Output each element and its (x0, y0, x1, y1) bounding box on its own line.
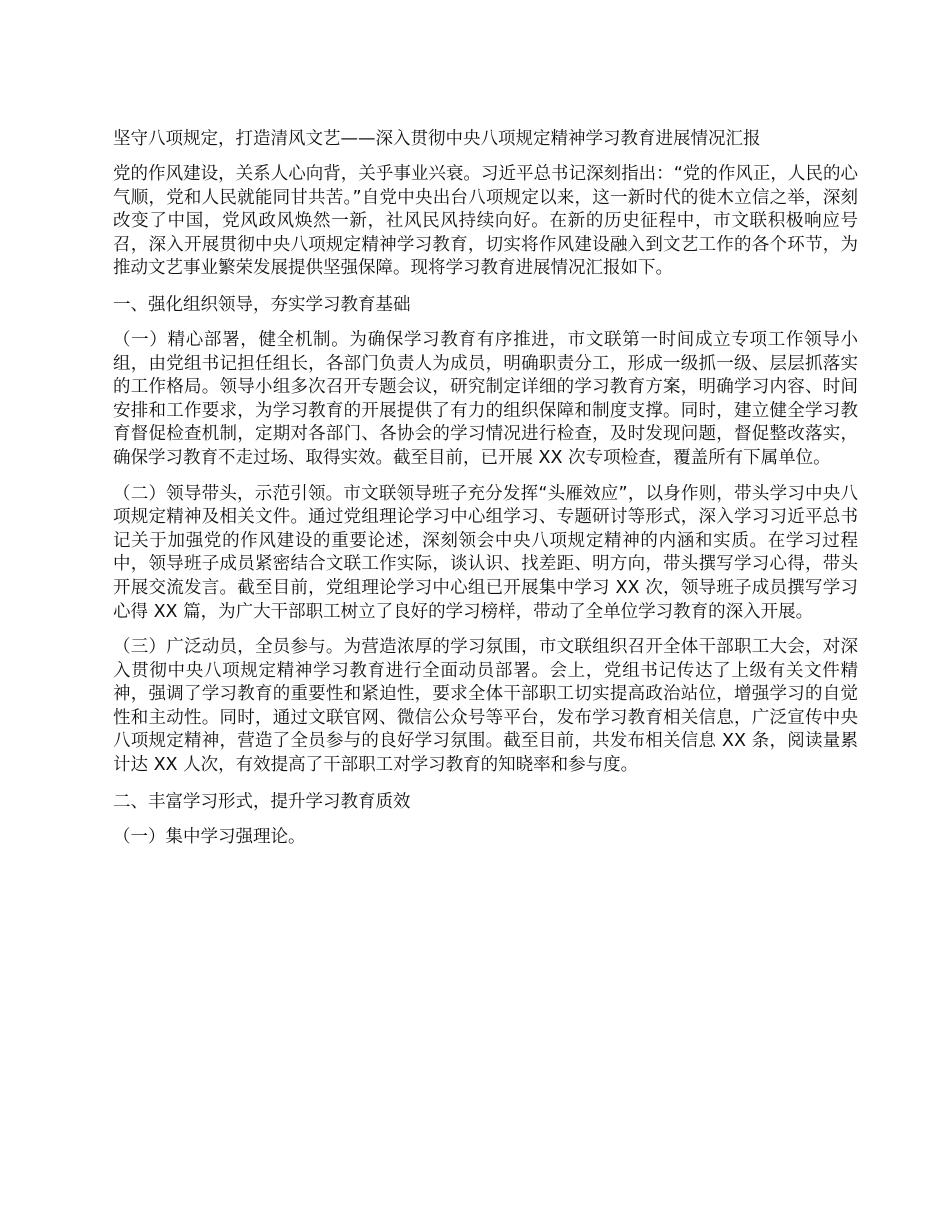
section-2-heading: 二、丰富学习形式，提升学习教育质效 (113, 791, 411, 812)
section-1-paragraph-3: （三）广泛动员，全员参与。为营造浓厚的学习氛围，市文联组织召开全体干部职工大会，对深入贯彻中央八项规定精神学习教育进行全面动员部署。会上，党组书记传达了上级有关文件精神，强调了学习教育的重要性和紧迫性，要求全体干部职工切实提高政治站位，增强学习的自觉性和主动性。同时，通过文联官网、微信公众号等平台，发布学习教育相关信息，广泛宣传中央八项规定精神，营造了全员参与的良好学习氛围。截至目前，共发布相关信息 XX 条，阅读量累计达 XX 人次，有效提高了干部职工对学习教育的知晓率和参与度。 (113, 637, 858, 776)
section-1-paragraph-2: （二）领导带头，示范引领。市文联领导班子充分发挥“头雁效应”，以身作则，带头学习中央八项规定精神及相关文件。通过党组理论学习中心组学习、专题研讨等形式，深入学习习近平总书记关于加强党的作风建设的重要论述，深刻领会中央八项规定精神的内涵和实质。在学习过程中，领导班子成员紧密结合文联工作实际，谈认识、找差距、明方向，带头撰写学习心得，带头开展交流发言。截至目前，党组理论学习中心组已开展集中学习 XX 次，领导班子成员撰写学习心得 XX 篇，为广大干部职工树立了良好的学习榜样，带动了全单位学习教育的深入开展。 (113, 483, 858, 622)
document-title: 坚守八项规定，打造清风文艺——深入贯彻中央八项规定精神学习教育进展情况汇报 (113, 129, 761, 149)
intro-paragraph: 党的作风建设，关系人心向背，关乎事业兴衰。习近平总书记深刻指出：“党的作风正，人民的心气顺，党和人民就能同甘共苦。”自党中央出台八项规定以来，这一新时代的徙木立信之举，深刻改变了中国，党风政风焕然一新，社风民风持续向好。在新的历史征程中，市文联积极响应号召，深入开展贯彻中央八项规定精神学习教育，切实将作风建设融入到文艺工作的各个环节，为推动文艺事业繁荣发展提供坚强保障。现将学习教育进展情况汇报如下。 (113, 164, 858, 279)
document-page (113, 127, 858, 861)
section-1-heading: 一、强化组织领导，夯实学习教育基础 (113, 294, 411, 315)
section-2-paragraph-1: （一）集中学习强理论。 (113, 826, 306, 847)
section-1-paragraph-1: （一）精心部署，健全机制。为确保学习教育有序推进，市文联第一时间成立专项工作领导小组，由党组书记担任组长，各部门负责人为成员，明确职责分工，形成一级抓一级、层层抓落实的工作格局。领导小组多次召开专题会议，研究制定详细的学习教育方案，明确学习内容、时间安排和工作要求，为学习教育的开展提供了有力的组织保障和制度支撑。同时，建立健全学习教育督促检查机制，定期对各部门、各协会的学习情况进行检查，及时发现问题，督促整改落实，确保学习教育不走过场、取得实效。截至目前，已开展 XX 次专项检查，覆盖所有下属单位。 (113, 329, 858, 468)
